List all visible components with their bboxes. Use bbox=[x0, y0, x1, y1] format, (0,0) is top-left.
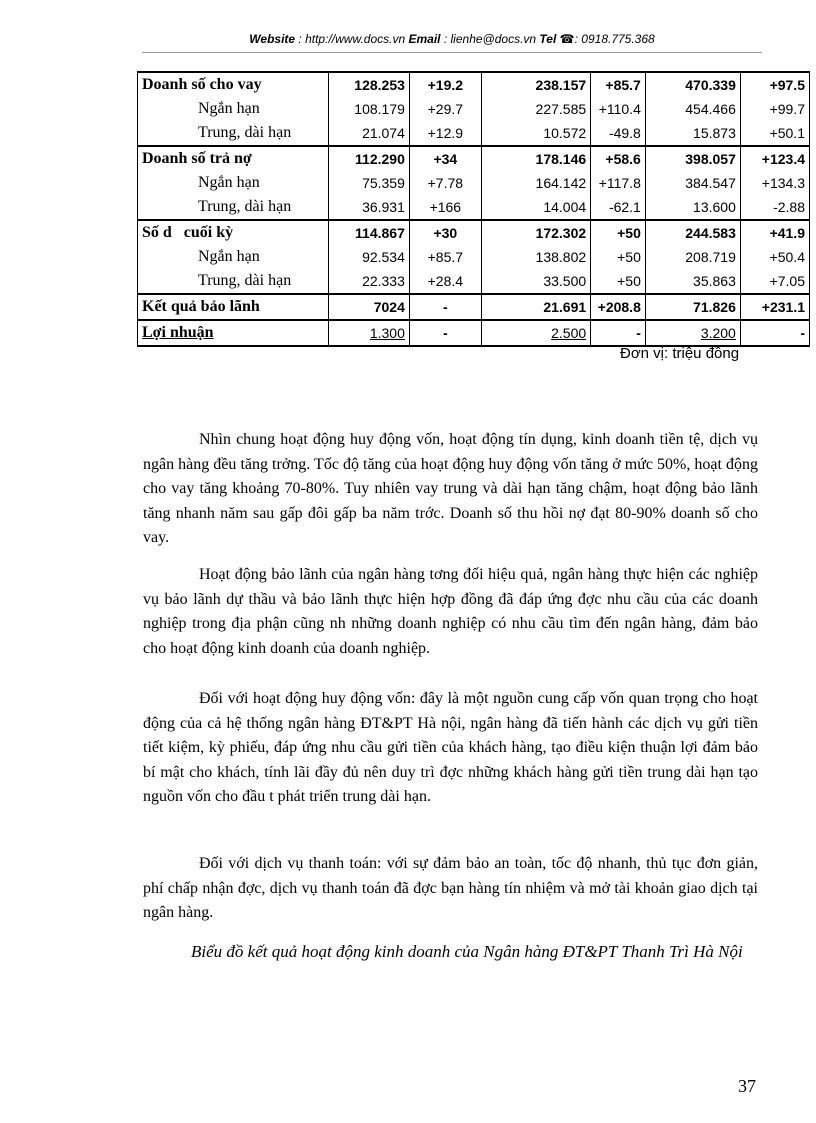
table-cell: +50 bbox=[617, 249, 641, 265]
group-sub-long: Trung, dài hạn bbox=[198, 272, 292, 289]
table-cell: - bbox=[443, 299, 448, 315]
table-cell: -62.1 bbox=[608, 199, 641, 215]
table-cell: - bbox=[800, 325, 805, 341]
table-cell: +7.78 bbox=[427, 175, 464, 191]
table-cell: 7024 bbox=[373, 299, 405, 315]
website-label: Website bbox=[249, 32, 296, 46]
table-cell: +41.9 bbox=[769, 225, 805, 241]
table-cell: 22.333 bbox=[362, 273, 405, 289]
table-cell: +58.6 bbox=[605, 151, 641, 167]
email-value: : lienhe@docs.vn bbox=[443, 32, 537, 46]
table-cell: +97.5 bbox=[769, 77, 805, 93]
paragraph-2: Hoạt động bảo lãnh của ngân hàng tơng đối hiệu quả, ngân hàng thực hiện các nghiệp vụ bảo lãnh dự thầu và bảo lãnh thực hiện hợp đồng đã đáp ứng đợc nhu cầu của các doanh nghiệp trong địa phận cũng nh những doanh nghiệp có nhu cầu tìm đến ngân hàng, đảm bảo cho hoạt động kinh doanh của doanh nghiệp. bbox=[143, 566, 758, 657]
table-cell: +85.7 bbox=[427, 249, 464, 265]
group-title: Doanh số trả nợ bbox=[142, 150, 252, 167]
table-cell: +85.7 bbox=[605, 77, 641, 93]
table-cell: 2.500 bbox=[551, 325, 587, 341]
table-cell: +50.1 bbox=[769, 125, 805, 141]
paragraph-4: Đối với dịch vụ thanh toán: với sự đảm bảo an toàn, tốc độ nhanh, thủ tục đơn giản, phí chấp nhận đợc, dịch vụ thanh toán đã đợc bạn hàng tín nhiệm và mở tài khoản giao dịch tại ngân hàng. bbox=[143, 855, 758, 921]
table-cell: +50 bbox=[617, 273, 641, 289]
table-cell: +110.4 bbox=[598, 101, 641, 117]
table-cell: 33.500 bbox=[543, 273, 587, 289]
table-cell: +7.05 bbox=[769, 273, 805, 289]
table-cell: +117.8 bbox=[598, 175, 641, 191]
email-label: Email bbox=[408, 32, 441, 46]
table-cell: 238.157 bbox=[535, 77, 587, 93]
table-cell: +99.7 bbox=[769, 101, 805, 117]
table-cell: 3.200 bbox=[700, 325, 736, 341]
table-cell: 398.057 bbox=[685, 151, 736, 167]
table-cell: 71.826 bbox=[693, 299, 736, 315]
table-cell: 208.719 bbox=[685, 249, 736, 265]
table-group-row bbox=[138, 146, 810, 220]
table-cell: +29.7 bbox=[427, 101, 464, 117]
group-sub-short: Ngắn hạn bbox=[198, 248, 260, 265]
table-cell: 1.300 bbox=[369, 325, 405, 341]
table-cell: 112.290 bbox=[355, 151, 405, 167]
table-cell: +166 bbox=[429, 199, 462, 215]
table-cell: 108.179 bbox=[354, 101, 405, 117]
table-cell: -2.88 bbox=[773, 199, 805, 215]
table-cell: 21.691 bbox=[543, 299, 587, 315]
table-cell: 172.302 bbox=[535, 225, 587, 241]
table-cell: 178.146 bbox=[535, 151, 587, 167]
group-title: Số d cuối kỳ bbox=[142, 224, 234, 241]
table-cell: - bbox=[636, 325, 641, 341]
table-cell: - bbox=[443, 325, 448, 341]
table-cell: +34 bbox=[433, 151, 458, 167]
results-table bbox=[137, 71, 810, 347]
table-cell: -49.8 bbox=[608, 125, 641, 141]
table-cell: 14.004 bbox=[543, 199, 587, 215]
group-title: Doanh số cho vay bbox=[142, 76, 262, 93]
group-sub-long: Trung, dài hạn bbox=[198, 198, 292, 215]
table-cell: 164.142 bbox=[535, 175, 587, 191]
table-cell: 128.253 bbox=[354, 77, 405, 93]
website-value: : http://www.docs.vn bbox=[298, 32, 406, 46]
paragraph-3: Đối với hoạt động huy động vốn: đây là một nguồn cung cấp vốn quan trọng cho hoạt động của cả hệ thống ngân hàng ĐT&PT Hà nội, ngân hàng đã tiến hành các dịch vụ gửi tiền tiết kiệm, kỳ phiếu, đáp ứng nhu cầu gửi tiền của khách hàng, tạo điều kiện thuận lợi đảm bảo bí mật cho khách, tính lãi đầy đủ nên duy trì đợc những khách hàng gửi tiền trung dài hạn tạo nguồn vốn cho đầu t phát triển trung dài hạn. bbox=[143, 690, 758, 805]
page-header bbox=[142, 30, 762, 53]
table-cell: 454.466 bbox=[685, 101, 736, 117]
table-cell: 21.074 bbox=[362, 125, 405, 141]
table-cell: 75.359 bbox=[362, 175, 405, 191]
table-cell: 227.585 bbox=[535, 101, 587, 117]
table-cell: +50 bbox=[617, 225, 641, 241]
table-cell: +50.4 bbox=[769, 249, 805, 265]
table-cell: 15.873 bbox=[693, 125, 736, 141]
profit-row bbox=[138, 320, 810, 346]
table-cell: +231.1 bbox=[761, 299, 805, 315]
guarantee-title: Kết quả bảo lãnh bbox=[142, 298, 260, 315]
tel-value: : 0918.775.368 bbox=[574, 32, 655, 46]
table-cell: 244.583 bbox=[685, 225, 736, 241]
tel-label: Tel bbox=[539, 32, 557, 46]
page-number: 37 bbox=[738, 1076, 756, 1096]
unit-note: Đơn vị: triệu đồng bbox=[620, 345, 740, 362]
table-cell: 114.867 bbox=[355, 225, 405, 241]
table-cell: +208.8 bbox=[597, 299, 641, 315]
table-cell: +28.4 bbox=[427, 273, 464, 289]
table-cell: 13.600 bbox=[693, 199, 736, 215]
table-group-row bbox=[138, 72, 810, 146]
table-cell: 10.572 bbox=[543, 125, 587, 141]
table-cell: 35.863 bbox=[693, 273, 736, 289]
table-cell: 470.339 bbox=[685, 77, 736, 93]
table-cell: 138.802 bbox=[535, 249, 587, 265]
table-cell: +134.3 bbox=[761, 175, 805, 191]
guarantee-row bbox=[138, 294, 810, 320]
table-cell: 384.547 bbox=[685, 175, 736, 191]
table-cell: 36.931 bbox=[362, 199, 405, 215]
phone-icon: ☎ bbox=[559, 32, 575, 46]
table-cell: 92.534 bbox=[362, 249, 405, 265]
chart-caption: Biểu đồ kết quả hoạt động kinh doanh của Ngân hàng ĐT&PT Thanh Trì Hà Nội bbox=[191, 942, 743, 961]
paragraph-1: Nhìn chung hoạt động huy động vốn, hoạt động tín dụng, kinh doanh tiền tệ, dịch vụ ngân hàng đều tăng trởng. Tốc độ tăng của hoạt động huy động vốn tăng ở mức 50%, hoạt động cho vay tăng khoảng 70-80%. Tuy nhiên vay trung và dài hạn tăng chậm, hoạt động bảo lãnh tăng nhanh năm sau gấp đôi gấp ba năm trớc. Doanh số thu hồi nợ đạt 80-90% doanh số cho vay. bbox=[143, 431, 758, 546]
group-sub-short: Ngắn hạn bbox=[198, 100, 260, 117]
group-sub-short: Ngắn hạn bbox=[198, 174, 260, 191]
table-cell: +30 bbox=[433, 225, 458, 241]
table-group-row bbox=[138, 220, 810, 294]
profit-title: Lợi nhuận bbox=[142, 324, 214, 341]
table-cell: +19.2 bbox=[427, 77, 464, 93]
table-cell: +123.4 bbox=[761, 151, 805, 167]
table-cell: +12.9 bbox=[427, 125, 464, 141]
group-sub-long: Trung, dài hạn bbox=[198, 124, 292, 141]
